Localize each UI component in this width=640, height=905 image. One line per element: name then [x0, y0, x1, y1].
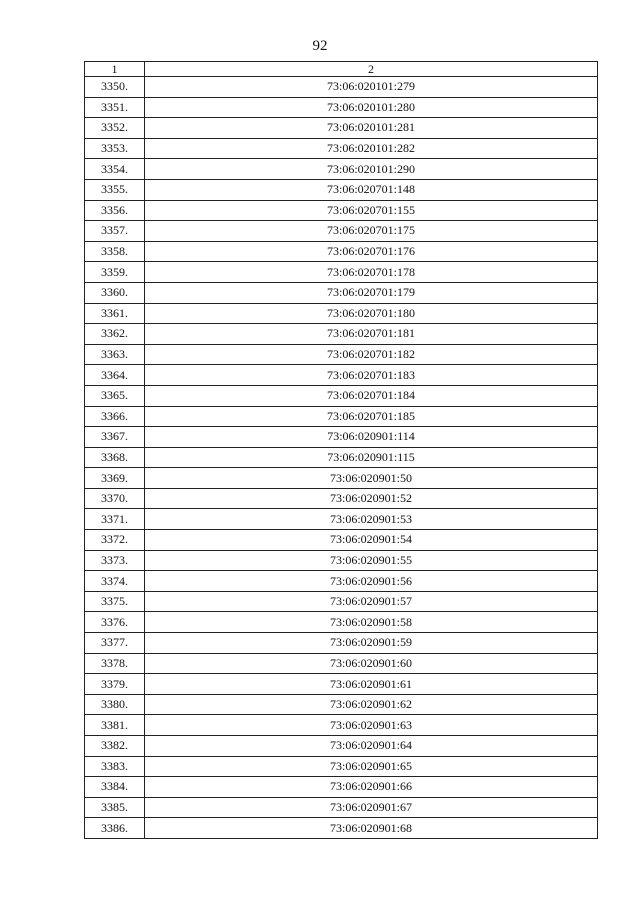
row-number-cell: 3379.: [85, 674, 145, 695]
table-header-row: [85, 62, 598, 77]
cadastral-number-cell: 73:06:020901:63: [145, 715, 598, 736]
cadastral-number-cell: 73:06:020101:280: [145, 97, 598, 118]
table-row: [85, 756, 598, 777]
table-body: [85, 77, 598, 839]
table-row: [85, 200, 598, 221]
table-row: [85, 77, 598, 98]
cadastral-number-cell: 73:06:020101:281: [145, 118, 598, 139]
row-number-cell: 3381.: [85, 715, 145, 736]
cadastral-number-cell: 73:06:020701:175: [145, 221, 598, 242]
table-row: [85, 241, 598, 262]
row-number-cell: 3374.: [85, 571, 145, 592]
cadastral-number-cell: 73:06:020901:55: [145, 550, 598, 571]
row-number-cell: 3370.: [85, 488, 145, 509]
table-row: [85, 179, 598, 200]
cadastral-number-cell: 73:06:020701:176: [145, 241, 598, 262]
row-number-cell: 3364.: [85, 365, 145, 386]
cadastral-number-cell: 73:06:020101:282: [145, 138, 598, 159]
cadastral-table: [84, 61, 598, 839]
cadastral-number-cell: 73:06:020901:52: [145, 488, 598, 509]
cadastral-number-cell: 73:06:020701:180: [145, 303, 598, 324]
table-row: [85, 571, 598, 592]
cadastral-number-cell: 73:06:020701:178: [145, 262, 598, 283]
row-number-cell: 3384.: [85, 777, 145, 798]
table-row: [85, 303, 598, 324]
row-number-cell: 3375.: [85, 591, 145, 612]
table-row: [85, 282, 598, 303]
row-number-cell: 3361.: [85, 303, 145, 324]
table-row: [85, 612, 598, 633]
cadastral-number-cell: 73:06:020701:185: [145, 406, 598, 427]
table-row: [85, 488, 598, 509]
table-row: [85, 365, 598, 386]
row-number-cell: 3368.: [85, 447, 145, 468]
cadastral-number-cell: 73:06:020901:62: [145, 694, 598, 715]
cadastral-number-cell: 73:06:020101:290: [145, 159, 598, 180]
cadastral-number-cell: 73:06:020901:61: [145, 674, 598, 695]
table-row: [85, 509, 598, 530]
row-number-cell: 3369.: [85, 468, 145, 489]
cadastral-number-cell: 73:06:020101:279: [145, 77, 598, 98]
cadastral-number-cell: 73:06:020901:59: [145, 633, 598, 654]
row-number-cell: 3386.: [85, 818, 145, 839]
row-number-cell: 3363.: [85, 344, 145, 365]
table-row: [85, 653, 598, 674]
row-number-cell: 3350.: [85, 77, 145, 98]
row-number-cell: 3367.: [85, 427, 145, 448]
row-number-cell: 3380.: [85, 694, 145, 715]
table-row: [85, 138, 598, 159]
row-number-cell: 3376.: [85, 612, 145, 633]
cadastral-number-cell: 73:06:020901:58: [145, 612, 598, 633]
table-row: [85, 406, 598, 427]
cadastral-number-cell: 73:06:020901:60: [145, 653, 598, 674]
table-row: [85, 818, 598, 839]
cadastral-number-cell: 73:06:020901:115: [145, 447, 598, 468]
cadastral-number-cell: 73:06:020701:179: [145, 282, 598, 303]
row-number-cell: 3360.: [85, 282, 145, 303]
cadastral-number-cell: 73:06:020701:148: [145, 179, 598, 200]
table-row: [85, 633, 598, 654]
row-number-cell: 3353.: [85, 138, 145, 159]
cadastral-number-cell: 73:06:020701:183: [145, 365, 598, 386]
row-number-cell: 3378.: [85, 653, 145, 674]
cadastral-number-cell: 73:06:020901:50: [145, 468, 598, 489]
table-row: [85, 550, 598, 571]
row-number-cell: 3351.: [85, 97, 145, 118]
column-header-cadastral: 2: [145, 62, 598, 77]
table-row: [85, 715, 598, 736]
row-number-cell: 3352.: [85, 118, 145, 139]
table-row: [85, 221, 598, 242]
row-number-cell: 3357.: [85, 221, 145, 242]
cadastral-number-cell: 73:06:020901:56: [145, 571, 598, 592]
cadastral-number-cell: 73:06:020901:53: [145, 509, 598, 530]
cadastral-number-cell: 73:06:020701:181: [145, 324, 598, 345]
cadastral-number-cell: 73:06:020901:68: [145, 818, 598, 839]
table-row: [85, 736, 598, 757]
table-row: [85, 97, 598, 118]
table-row: [85, 591, 598, 612]
row-number-cell: 3355.: [85, 179, 145, 200]
row-number-cell: 3377.: [85, 633, 145, 654]
table-row: [85, 674, 598, 695]
table-row: [85, 427, 598, 448]
table-row: [85, 324, 598, 345]
row-number-cell: 3365.: [85, 385, 145, 406]
row-number-cell: 3362.: [85, 324, 145, 345]
row-number-cell: 3359.: [85, 262, 145, 283]
row-number-cell: 3366.: [85, 406, 145, 427]
table-row: [85, 344, 598, 365]
table-row: [85, 447, 598, 468]
cadastral-number-cell: 73:06:020701:155: [145, 200, 598, 221]
table-row: [85, 262, 598, 283]
table-row: [85, 797, 598, 818]
cadastral-number-cell: 73:06:020901:57: [145, 591, 598, 612]
row-number-cell: 3371.: [85, 509, 145, 530]
cadastral-number-cell: 73:06:020701:182: [145, 344, 598, 365]
row-number-cell: 3383.: [85, 756, 145, 777]
table-row: [85, 530, 598, 551]
row-number-cell: 3372.: [85, 530, 145, 551]
page-number: 92: [312, 38, 328, 54]
cadastral-number-cell: 73:06:020901:64: [145, 736, 598, 757]
table-row: [85, 694, 598, 715]
table-row: [85, 118, 598, 139]
cadastral-number-cell: 73:06:020901:54: [145, 530, 598, 551]
row-number-cell: 3373.: [85, 550, 145, 571]
row-number-cell: 3382.: [85, 736, 145, 757]
column-header-number: 1: [85, 62, 145, 77]
row-number-cell: 3356.: [85, 200, 145, 221]
cadastral-number-cell: 73:06:020901:66: [145, 777, 598, 798]
cadastral-number-cell: 73:06:020901:65: [145, 756, 598, 777]
row-number-cell: 3358.: [85, 241, 145, 262]
row-number-cell: 3354.: [85, 159, 145, 180]
cadastral-number-cell: 73:06:020701:184: [145, 385, 598, 406]
table-row: [85, 777, 598, 798]
table-row: [85, 159, 598, 180]
table-row: [85, 385, 598, 406]
cadastral-number-cell: 73:06:020901:114: [145, 427, 598, 448]
table-row: [85, 468, 598, 489]
row-number-cell: 3385.: [85, 797, 145, 818]
cadastral-number-cell: 73:06:020901:67: [145, 797, 598, 818]
